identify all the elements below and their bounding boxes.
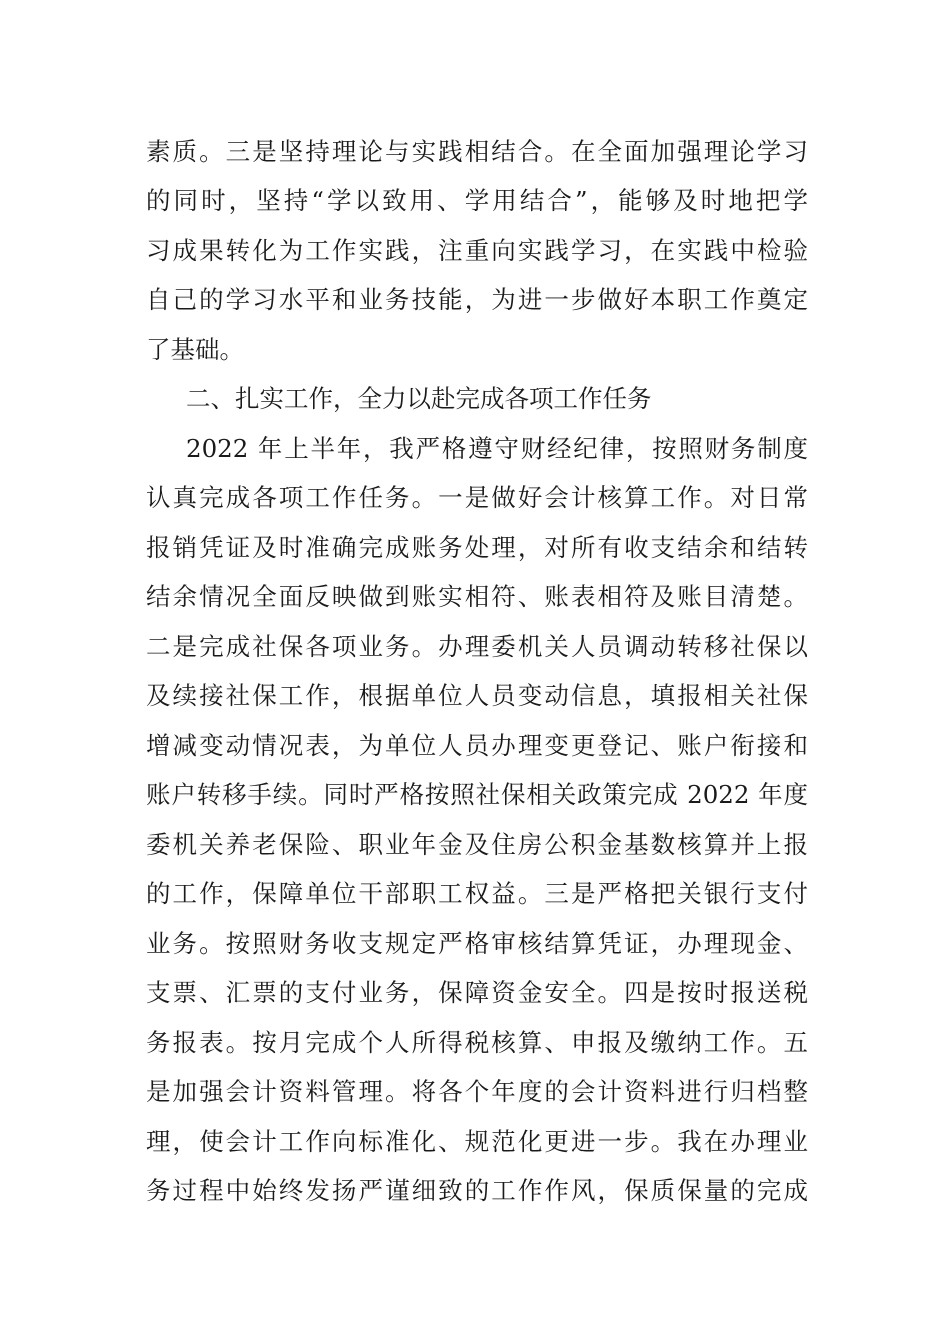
body-text-line: 二是完成社保各项业务。办理委机关人员调动转移社保以 [146,632,808,661]
body-text-line: 是加强会计资料管理。将各个年度的会计资料进行归档整 [146,1077,808,1106]
body-text-line: 结余情况全面反映做到账实相符、账表相符及账目清楚。 [146,582,808,611]
body-text-line: 务报表。按月完成个人所得税核算、申报及缴纳工作。五 [146,1028,808,1057]
body-text-line: 账户转移手续。同时严格按照社保相关政策完成 2022 年度 [146,780,808,809]
paragraph-first-line: 2022 年上半年，我严格遵守财经纪律，按照财务制度 [186,434,808,463]
body-text-line: 素质。三是坚持理论与实践相结合。在全面加强理论学习 [146,137,808,166]
body-text-line: 的同时，坚持“学以致用、学用结合”，能够及时地把学 [146,186,808,215]
body-text-line: 业务。按照财务收支规定严格审核结算凭证，办理现金、 [146,929,808,958]
body-text-line: 理，使会计工作向标准化、规范化更进一步。我在办理业 [146,1127,808,1156]
body-text-line: 习成果转化为工作实践，注重向实践学习，在实践中检验 [146,236,808,265]
body-text-line: 了基础。 [146,335,244,364]
body-text-line: 报销凭证及时准确完成账务处理，对所有收支结余和结转 [146,533,808,562]
body-text-line: 认真完成各项工作任务。一是做好会计核算工作。对日常 [146,483,808,512]
body-text-line: 增减变动情况表，为单位人员办理变更登记、账户衔接和 [146,731,808,760]
body-text-line: 自己的学习水平和业务技能，为进一步做好本职工作奠定 [146,285,808,314]
body-text-line: 委机关养老保险、职业年金及住房公积金基数核算并上报 [146,830,808,859]
body-text-line: 务过程中始终发扬严谨细致的工作作风，保质保量的完成 [146,1176,808,1205]
body-text-line: 及续接社保工作，根据单位人员变动信息，填报相关社保 [146,681,808,710]
body-text-line: 的工作，保障单位干部职工权益。三是严格把关银行支付 [146,879,808,908]
body-text-line: 支票、汇票的支付业务，保障资金安全。四是按时报送税 [146,978,808,1007]
section-heading: 二、扎实工作，全力以赴完成各项工作任务 [186,384,652,413]
